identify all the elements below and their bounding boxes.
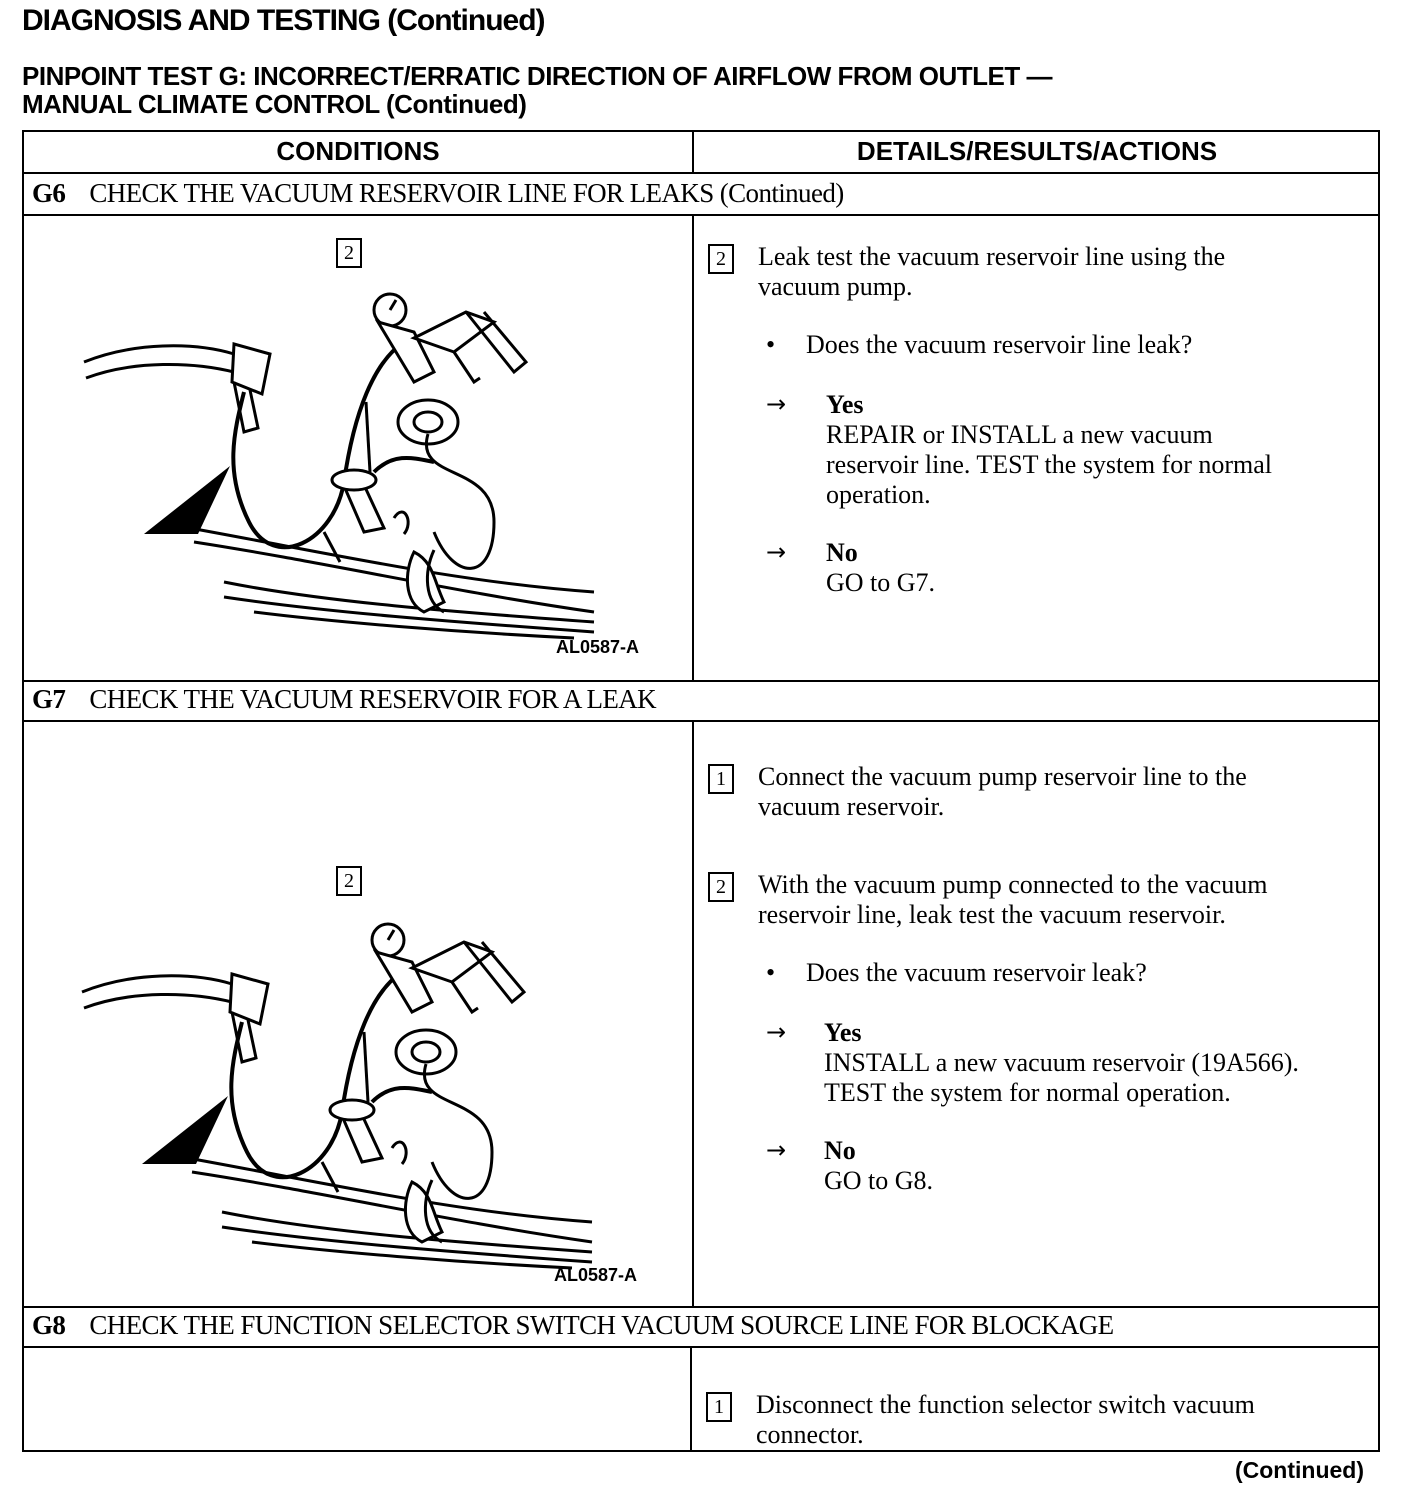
step-heading-g6 bbox=[32, 178, 844, 209]
result-no-line1: GO to G7. bbox=[826, 568, 936, 597]
action-step-number: 2 bbox=[708, 872, 734, 902]
action-step-number: 1 bbox=[706, 1392, 732, 1422]
action-text-line2: reservoir line, leak test the vacuum reservoir. bbox=[758, 900, 1226, 929]
figure-label: AL0587-A bbox=[556, 637, 640, 657]
row-divider bbox=[24, 214, 1378, 216]
column-divider bbox=[692, 720, 694, 1306]
step-id: G6 bbox=[32, 178, 66, 208]
action-step-number: 1 bbox=[708, 764, 734, 794]
row-divider bbox=[24, 720, 1378, 722]
arrow-right-icon: → bbox=[766, 538, 787, 566]
result-yes-line1: INSTALL a new vacuum reservoir (19A566). bbox=[824, 1048, 1299, 1077]
action-text bbox=[758, 762, 1358, 822]
column-header-conditions: CONDITIONS bbox=[276, 136, 440, 166]
figure-label: AL0587-A bbox=[554, 1265, 638, 1285]
row-divider bbox=[24, 1346, 1378, 1348]
column-divider bbox=[692, 214, 694, 680]
page-header: DIAGNOSIS AND TESTING (Continued) bbox=[22, 4, 545, 37]
result-yes-line3: operation. bbox=[826, 480, 931, 509]
action-text bbox=[758, 870, 1378, 930]
step-heading-g7 bbox=[32, 684, 656, 715]
result-no-label: No bbox=[824, 1136, 856, 1165]
vacuum-reservoir-test-illustration bbox=[72, 912, 632, 1282]
column-header-details: DETAILS/RESULTS/ACTIONS bbox=[856, 136, 1218, 166]
step-title: CHECK THE VACUUM RESERVOIR FOR A LEAK bbox=[89, 684, 657, 714]
question-text: Does the vacuum reservoir leak? bbox=[806, 958, 1147, 987]
action-text-line2: vacuum pump. bbox=[758, 272, 913, 301]
arrow-right-icon: → bbox=[766, 390, 787, 418]
bullet-icon: • bbox=[766, 958, 776, 987]
row-divider bbox=[24, 680, 1378, 682]
action-text-line2: connector. bbox=[756, 1420, 864, 1449]
continued-footer: (Continued) bbox=[1234, 1457, 1364, 1483]
step-id: G7 bbox=[32, 684, 66, 714]
step-heading-g8 bbox=[32, 1310, 1114, 1341]
result-yes-line2: TEST the system for normal operation. bbox=[824, 1078, 1231, 1107]
figure-step-number: 2 bbox=[336, 238, 362, 268]
bullet-icon: • bbox=[766, 330, 776, 359]
action-text-line1: With the vacuum pump connected to the vacuum bbox=[758, 870, 1268, 899]
figure-step-number: 2 bbox=[336, 866, 362, 896]
pinpoint-title-line1: PINPOINT TEST G: INCORRECT/ERRATIC DIRECTION OF AIRFLOW FROM OUTLET — bbox=[22, 61, 1053, 91]
pinpoint-test-table bbox=[22, 130, 1380, 1452]
pinpoint-title-line2: MANUAL CLIMATE CONTROL (Continued) bbox=[22, 89, 527, 119]
column-divider bbox=[690, 1346, 692, 1452]
result-no-label: No bbox=[826, 538, 858, 567]
action-step-number: 2 bbox=[708, 244, 734, 274]
pinpoint-test-title bbox=[22, 62, 1052, 118]
action-text-line1: Leak test the vacuum reservoir line using the bbox=[758, 242, 1226, 271]
arrow-right-icon: → bbox=[766, 1136, 787, 1164]
action-text bbox=[758, 242, 1358, 302]
action-text-line1: Disconnect the function selector switch vacuum bbox=[756, 1390, 1255, 1419]
result-yes-line2: reservoir line. TEST the system for normal bbox=[826, 450, 1272, 479]
action-text-line2: vacuum reservoir. bbox=[758, 792, 945, 821]
row-divider bbox=[24, 172, 1378, 174]
result-no bbox=[826, 538, 935, 598]
result-no-line1: GO to G8. bbox=[824, 1166, 934, 1195]
vacuum-pump-test-illustration bbox=[74, 282, 634, 652]
result-yes-label: Yes bbox=[824, 1018, 862, 1047]
result-yes-label: Yes bbox=[826, 390, 864, 419]
result-yes bbox=[826, 390, 1366, 510]
row-divider bbox=[24, 1306, 1378, 1308]
step-id: G8 bbox=[32, 1310, 66, 1340]
arrow-right-icon: → bbox=[766, 1018, 787, 1046]
question-text: Does the vacuum reservoir line leak? bbox=[806, 330, 1193, 359]
action-text bbox=[756, 1390, 1356, 1450]
step-title: CHECK THE VACUUM RESERVOIR LINE FOR LEAKS (Continued) bbox=[89, 178, 844, 208]
result-yes-line1: REPAIR or INSTALL a new vacuum bbox=[826, 420, 1213, 449]
result-yes bbox=[824, 1018, 1384, 1108]
action-text-line1: Connect the vacuum pump reservoir line to the bbox=[758, 762, 1247, 791]
result-no bbox=[824, 1136, 933, 1196]
step-title: CHECK THE FUNCTION SELECTOR SWITCH VACUUM SOURCE LINE FOR BLOCKAGE bbox=[89, 1310, 1114, 1340]
